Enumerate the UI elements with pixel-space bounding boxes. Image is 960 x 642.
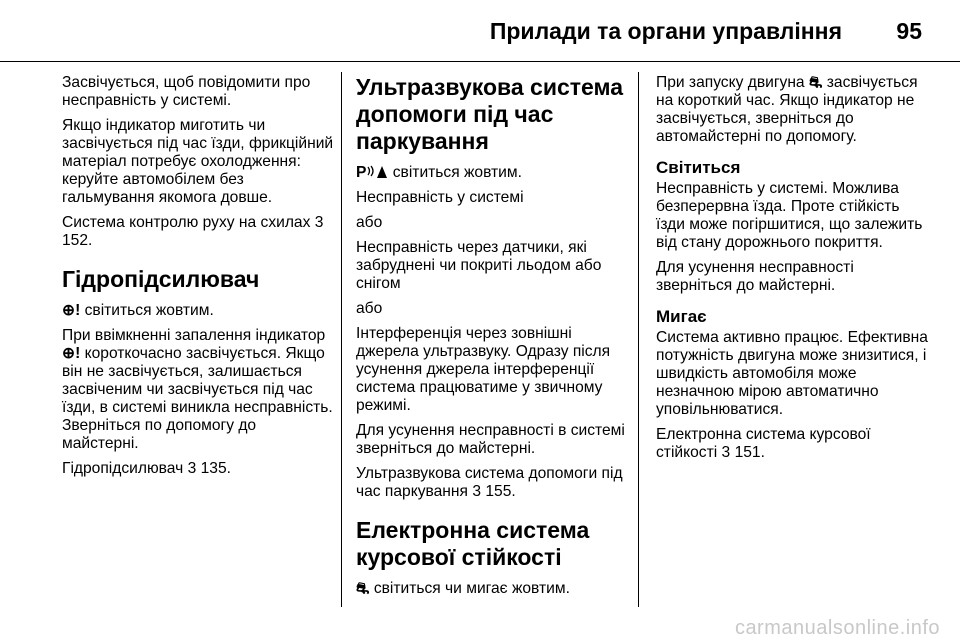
- section-title: Прилади та органи управління: [489, 18, 842, 44]
- paragraph: Для усунення несправності зверніться до майстерні.: [656, 259, 854, 294]
- paragraph: Для усунення несправності в системі зверніться до майстерні.: [356, 422, 625, 457]
- cross-reference[interactable]: Ультразвукова система допомоги під час паркування 3 155.: [356, 465, 623, 500]
- paragraph: Несправність через датчики, які забруднені чи покриті льодом або снігом: [356, 239, 602, 292]
- esc-icon: ⛐: [808, 74, 823, 91]
- paragraph: або: [356, 300, 383, 317]
- paragraph: Інтерференція через зовнішні джерела ультразвуку. Одразу після усунення джерела інтерференції система працюватиме у звичному режимі.: [356, 325, 611, 414]
- paragraph: При ввімкненні запалення індикатор ⊕! короткочасно засвічується. Якщо він не засвічується, залишається засвіченим чи засвічується під час їзди, в системі виникла несправність. Зверніться по допомогу до майстерні.: [62, 327, 333, 452]
- paragraph: Несправність у системі: [356, 189, 524, 206]
- column-3: [656, 74, 930, 469]
- paragraph: Система активно працює. Ефективна потужність двигуна може знизитися, і швидкість автомобіля може незначною мірою автоматично уповільнюватися.: [656, 329, 928, 418]
- column-divider-2: [638, 72, 639, 607]
- ref-arrow-icon: 3: [472, 483, 481, 500]
- heading-lit: Світиться: [656, 158, 741, 177]
- steering-warning-icon: ⊕!: [62, 302, 81, 319]
- heading-blinking: Мигає: [656, 307, 707, 326]
- paragraph: ⛐ світиться чи мигає жовтим.: [356, 580, 570, 597]
- cross-reference[interactable]: Електронна система курсової стійкості 3 151.: [656, 426, 871, 461]
- steering-warning-icon: ⊕!: [62, 345, 81, 362]
- page-header: [0, 0, 960, 60]
- heading-power-steering: Гідропідсилювач: [62, 266, 260, 292]
- paragraph: При запуску двигуна ⛐ засвічується на короткий час. Якщо індикатор не засвічується, зверніться до автомайстерні по допомогу.: [656, 74, 918, 145]
- paragraph: Несправність у системі. Можлива безперервна їзда. Проте стійкість їзди може погіршитися, що залежить від стану дорожнього покриття.: [656, 180, 923, 251]
- header-divider: [0, 61, 960, 62]
- ref-arrow-icon: 3: [314, 214, 324, 231]
- page-number: 95: [896, 18, 922, 44]
- paragraph: ⊕! світиться жовтим.: [62, 302, 214, 319]
- column-1: [62, 74, 334, 485]
- paragraph: Засвічується, щоб повідомити про несправність у системі.: [62, 74, 311, 109]
- paragraph: або: [356, 214, 383, 231]
- heading-parking-assist: Ультразвукова система допомоги під час паркування: [356, 74, 624, 154]
- esc-icon: ⛐: [356, 580, 370, 597]
- paragraph: Якщо індикатор миготить чи засвічується під час їзди, фрикційний матеріал потребує охолодження: керуйте автомобілем без гальмування якомога довше.: [62, 117, 334, 206]
- ref-arrow-icon: 3: [721, 444, 731, 461]
- column-2: [356, 74, 630, 605]
- cross-reference[interactable]: Система контролю руху на схилах 3 152.: [62, 214, 324, 249]
- column-divider-1: [341, 72, 342, 607]
- cross-reference[interactable]: Гідропідсилювач 3 135.: [62, 460, 231, 477]
- heading-esc: Електронна система курсової стійкості: [356, 517, 590, 570]
- parking-assist-icon: P: [356, 164, 388, 181]
- ref-arrow-icon: 3: [187, 460, 197, 477]
- paragraph: P світиться жовтим.: [356, 164, 522, 181]
- watermark: carmanualsonline.info: [734, 617, 940, 639]
